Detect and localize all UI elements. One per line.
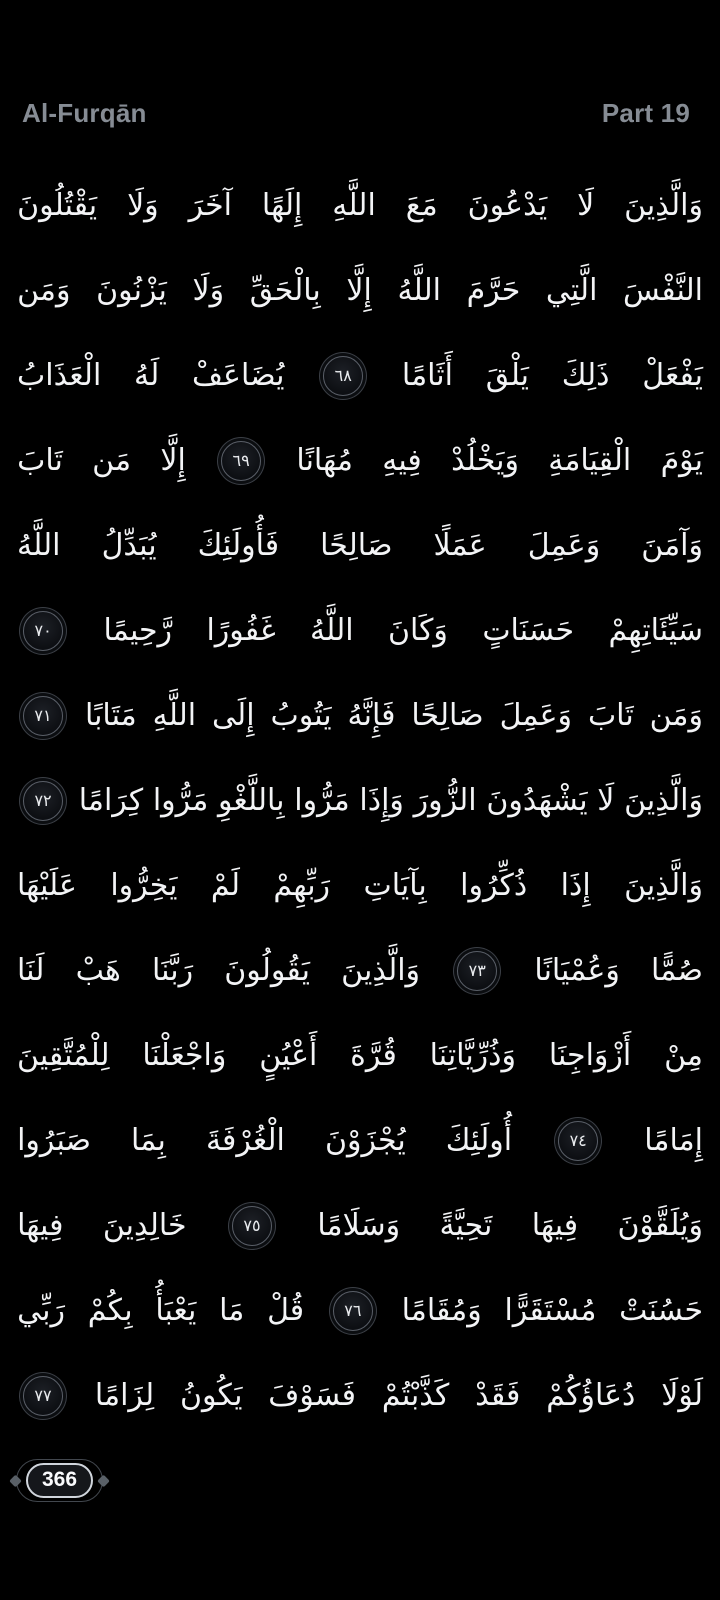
ayah-word: يَزْنُونَ xyxy=(96,273,167,308)
ayah-word: ذُكِّرُوا xyxy=(460,868,528,903)
surah-name-label: Al-Furqān xyxy=(22,98,147,128)
ayah-end-marker: ٦٩ xyxy=(221,441,261,481)
ayah-end-marker: ٧٣ xyxy=(457,951,497,991)
ayah-word: وَالَّذِينَ xyxy=(341,953,421,988)
part-label: Part 19 xyxy=(601,98,690,128)
ayah-word: غَفُورًا xyxy=(206,613,276,648)
ayah-word: رَبَّنَا xyxy=(152,953,194,988)
ayah-word: وَلَا xyxy=(127,188,159,223)
mushaf-line[interactable] xyxy=(17,418,703,503)
ayah-word: النَّفْسَ xyxy=(623,273,703,308)
ayah-word: أَزْوَاجِنَا xyxy=(548,1038,632,1073)
ayah-word: اللَّهُ xyxy=(310,613,354,648)
ayah-word: وَإِذَا xyxy=(359,783,404,818)
ayah-word: إِلَى xyxy=(212,698,255,733)
mushaf-line[interactable] xyxy=(17,928,703,1013)
ayah-word: لَمْ xyxy=(210,868,240,903)
ayah-word: بِكُمْ xyxy=(87,1293,133,1328)
ayah-word: وَسَلَامًا xyxy=(317,1208,401,1243)
ayah-word: أُولَئِكَ xyxy=(445,1123,513,1158)
ayah-end-marker: ٧٦ xyxy=(333,1291,373,1331)
ayah-word: وَعُمْيَانًا xyxy=(534,953,620,988)
ayah-word: لَهُ xyxy=(134,358,160,393)
ayah-word: الْقِيَامَةِ xyxy=(548,443,632,478)
ayah-end-marker: ٧٢ xyxy=(23,781,63,821)
ayah-word: يَشْهَدُونَ xyxy=(486,783,588,818)
mushaf-line[interactable] xyxy=(17,1183,703,1268)
mushaf-line[interactable] xyxy=(17,333,703,418)
ayah-word: وَكَانَ xyxy=(387,613,448,648)
ayah-word: يُبَدِّلُ xyxy=(101,528,157,563)
ayah-word: حَسُنَتْ xyxy=(619,1293,703,1328)
ayah-word: إِلَّا xyxy=(160,443,186,478)
page-number: 366 xyxy=(26,1463,93,1498)
ayah-word: قُرَّةَ xyxy=(350,1038,397,1073)
ayah-word: وَذُرِّيَّاتِنَا xyxy=(429,1038,517,1073)
ayah-word: يَقُولُونَ xyxy=(224,953,310,988)
ayah-word: صَالِحًا xyxy=(320,528,393,563)
mushaf-line[interactable] xyxy=(17,1013,703,1098)
mushaf-line[interactable] xyxy=(17,503,703,588)
ayah-word: يَلْقَ xyxy=(485,358,530,393)
ayah-word: يَخِرُّوا xyxy=(110,868,178,903)
ayah-word: مَرُّوا xyxy=(294,783,350,818)
ayah-end-marker: ٧٥ xyxy=(232,1206,272,1246)
page-header xyxy=(22,97,690,129)
ayah-word: وَآمَنَ xyxy=(641,528,703,563)
ayah-word: حَرَّمَ xyxy=(466,273,521,308)
ayah-word: الْغُرْفَةَ xyxy=(205,1123,285,1158)
ayah-word: وَالَّذِينَ xyxy=(624,783,703,818)
ayah-word: وَمُقَامًا xyxy=(401,1293,482,1328)
ayah-word: مُسْتَقَرًّا xyxy=(504,1293,597,1328)
ayah-word: إِلَهًا xyxy=(261,188,303,223)
mushaf-line[interactable] xyxy=(17,588,703,673)
mushaf-line[interactable] xyxy=(17,758,703,843)
ayah-word: رَّحِيمًا xyxy=(103,613,173,648)
ayah-word: اللَّهُ xyxy=(17,528,61,563)
ayah-word: ذَلِكَ xyxy=(561,358,610,393)
ayah-word: إِذَا xyxy=(560,868,591,903)
ayah-word: رَبِّهِمْ xyxy=(273,868,331,903)
ayah-end-marker: ٧٧ xyxy=(23,1376,63,1416)
ayah-word: فِيهِ xyxy=(382,443,422,478)
ayah-word: وَيَخْلُدْ xyxy=(451,443,519,478)
ayah-word: فَأُولَئِكَ xyxy=(197,528,280,563)
ayah-word: وَعَمِلَ xyxy=(499,698,573,733)
ayah-end-marker: ٧١ xyxy=(23,696,63,736)
ayah-word: مَن xyxy=(92,443,132,478)
ayah-end-marker: ٦٨ xyxy=(323,356,363,396)
ayah-word: اللَّهِ xyxy=(152,698,197,733)
mushaf-lines xyxy=(17,163,703,1438)
ayah-word: اللَّهِ xyxy=(332,188,376,223)
ayah-word: يُجْزَوْنَ xyxy=(324,1123,406,1158)
ayah-word: مَرُّوا xyxy=(152,783,209,818)
ayah-word: صَالِحًا xyxy=(411,698,484,733)
ayah-word: صَبَرُوا xyxy=(17,1123,91,1158)
ayah-word: بِآيَاتِ xyxy=(363,868,427,903)
ayah-word: عَلَيْهَا xyxy=(17,868,77,903)
ayah-word: الْعَذَابُ xyxy=(17,358,102,393)
mushaf-line[interactable] xyxy=(17,1268,703,1353)
ayah-word: إِمَامًا xyxy=(644,1123,703,1158)
ayah-word: أَعْيُنٍ xyxy=(259,1038,318,1073)
ayah-word: فِيهَا xyxy=(17,1208,64,1243)
page-number-badge[interactable] xyxy=(16,1459,103,1502)
ayah-word: لَا xyxy=(577,188,595,223)
ayah-word: فَقَدْ xyxy=(475,1378,521,1413)
ayah-word: مَعَ xyxy=(405,188,438,223)
ayah-word: لَوْلَا xyxy=(661,1378,703,1413)
ayah-word: أَثَامًا xyxy=(401,358,453,393)
ayah-word: فَسَوْفَ xyxy=(268,1378,356,1413)
ayah-word: مُهَانًا xyxy=(296,443,353,478)
ayah-word: لِزَامًا xyxy=(94,1378,155,1413)
ayah-word: يُضَاعَفْ xyxy=(191,358,285,393)
ayah-word: وَمَن xyxy=(17,273,71,308)
ayah-word: تَحِيَّةً xyxy=(439,1208,493,1243)
ayah-word: آخَرَ xyxy=(188,188,233,223)
mushaf-line[interactable] xyxy=(17,1353,703,1438)
ayah-word: وَالَّذِينَ xyxy=(624,188,703,223)
ayah-word: مَتَابًا xyxy=(84,698,137,733)
ayah-word: يَفْعَلْ xyxy=(642,358,703,393)
ayah-word: خَالِدِينَ xyxy=(102,1208,187,1243)
ayah-word: إِلَّا xyxy=(346,273,372,308)
ayah-word: مِنْ xyxy=(664,1038,703,1073)
ayah-word: سَيِّئَاتِهِمْ xyxy=(608,613,703,648)
ayah-word: هَبْ xyxy=(75,953,121,988)
ayah-word: يَوْمَ xyxy=(660,443,703,478)
ayah-word: يَكُونُ xyxy=(179,1378,243,1413)
ayah-word: وَمَن xyxy=(649,698,703,733)
mushaf-line[interactable] xyxy=(17,843,703,928)
ayah-word: وَالَّذِينَ xyxy=(624,868,703,903)
ayah-word: تَابَ xyxy=(587,698,634,733)
mushaf-line[interactable] xyxy=(17,163,703,248)
ayah-word: تَابَ xyxy=(17,443,63,478)
ayah-word: بِالْحَقِّ xyxy=(249,273,321,308)
ayah-word: اللَّهُ xyxy=(397,273,441,308)
ayah-word: كَذَّبْتُمْ xyxy=(381,1378,450,1413)
ayah-word: فِيهَا xyxy=(531,1208,579,1243)
ayah-word: وَعَمِلَ xyxy=(527,528,601,563)
ayah-word: لِلْمُتَّقِينَ xyxy=(17,1038,110,1073)
ayah-word: يَدْعُونَ xyxy=(467,188,548,223)
ayah-word: الَّتِي xyxy=(545,273,598,308)
ayah-end-marker: ٧٤ xyxy=(558,1121,598,1161)
ayah-word: وَاجْعَلْنَا xyxy=(142,1038,227,1073)
badge-ornament-ring xyxy=(16,1459,103,1502)
ayah-word: الزُّورَ xyxy=(413,783,477,818)
ayah-word: مَا xyxy=(219,1293,245,1328)
ayah-word: لَنَا xyxy=(17,953,45,988)
mushaf-page[interactable] xyxy=(17,163,703,1438)
ayah-word: رَبِّي xyxy=(17,1293,65,1328)
ayah-word: فَإِنَّهُ xyxy=(347,698,396,733)
ayah-word: كِرَامًا xyxy=(78,783,144,818)
ayah-word: دُعَاؤُكُمْ xyxy=(546,1378,636,1413)
ayah-word: صُمًّا xyxy=(651,953,703,988)
ayah-word: وَلَا xyxy=(192,273,225,308)
ayah-word: وَيُلَقَّوْنَ xyxy=(617,1208,703,1243)
ayah-word: بِمَا xyxy=(131,1123,166,1158)
ayah-word: يَقْتُلُونَ xyxy=(17,188,98,223)
mushaf-line[interactable] xyxy=(17,1098,703,1183)
ayah-word: يَتُوبُ xyxy=(270,698,332,733)
ayah-word: يَعْبَأُ xyxy=(155,1293,197,1328)
mushaf-line[interactable] xyxy=(17,248,703,333)
ayah-word: قُلْ xyxy=(267,1293,305,1328)
ayah-word: بِاللَّغْوِ xyxy=(218,783,285,818)
ayah-word: لَا xyxy=(597,783,615,818)
mushaf-line[interactable] xyxy=(17,673,703,758)
ayah-word: عَمَلًا xyxy=(433,528,487,563)
ayah-word: حَسَنَاتٍ xyxy=(482,613,575,648)
ayah-end-marker: ٧٠ xyxy=(23,611,63,651)
